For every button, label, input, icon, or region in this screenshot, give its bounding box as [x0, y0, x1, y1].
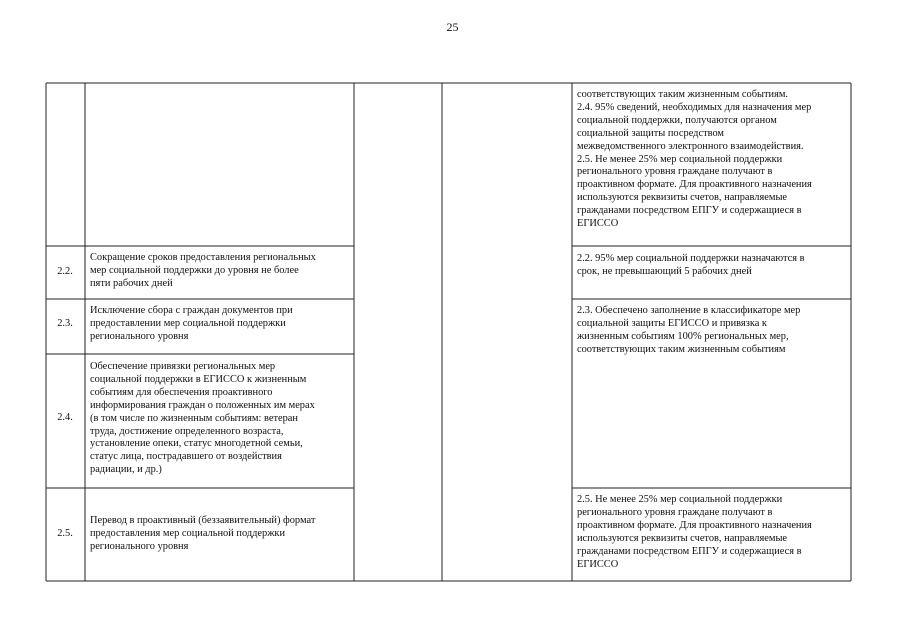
result-cell-2-3: 2.3. Обеспечено заполнение в классификаторе мер социальной защиты ЕГИССО и привязка к жизненным событиям 100% региональных мер, соответствующих таким жизненным событиям — [577, 305, 801, 355]
result-cell-2-2: 2.2. 95% мер социальной поддержки назначаются в срок, не превышающий 5 рабочих дней — [577, 253, 805, 277]
result-cell-2-5: 2.5. Не менее 25% мер социальной поддержки регионального уровня граждане получают в проактивном формате. Для проактивного назначения используются реквизиты счетов, направляемые гражданами посредством ЕПГУ и содержащиеся в ЕГИССО — [577, 494, 812, 570]
page-number: 25 — [446, 20, 459, 34]
row-number-2-4: 2.4. — [57, 412, 73, 423]
row-number-2-5: 2.5. — [57, 528, 73, 539]
row-number-2-3: 2.3. — [57, 318, 73, 329]
result-cell-continuation: соответствующих таким жизненным событиям. 2.4. 95% сведений, необходимых для назначения мер социальной поддержки, получаются органом социальной защиты посредством межведомственного электронного взаимодействия. 2.5. Не менее 25% мер социальной поддержки регионального уровня граждане получают в проактивном формате. Для проактивного назначения используются реквизиты счетов, направляемые гражданами посредством ЕПГУ и содержащиеся в ЕГИССО — [577, 89, 812, 230]
row-number-2-2: 2.2. — [57, 266, 73, 277]
task-description-2-4: Обеспечение привязки региональных мер социальной поддержки в ЕГИССО к жизненным событиям для обеспечения проактивного информирования граждан о положенных им мерах (в том числе по жизненным событиям: ветеран труда, достижение определенного возраста, установление опеки, статус многодетной семьи, статус лица, пострадавшего от воздействия радиации, и др.) — [90, 361, 315, 476]
task-description-2-5: Перевод в проактивный (беззаявительный) формат предоставления мер социальной поддержки регионального уровня — [90, 515, 316, 552]
task-description-2-3: Исключение сбора с граждан документов при предоставлении мер социальной поддержки регионального уровня — [90, 305, 293, 342]
task-description-2-2: Сокращение сроков предоставления региональных мер социальной поддержки до уровня не более пяти рабочих дней — [90, 252, 316, 289]
